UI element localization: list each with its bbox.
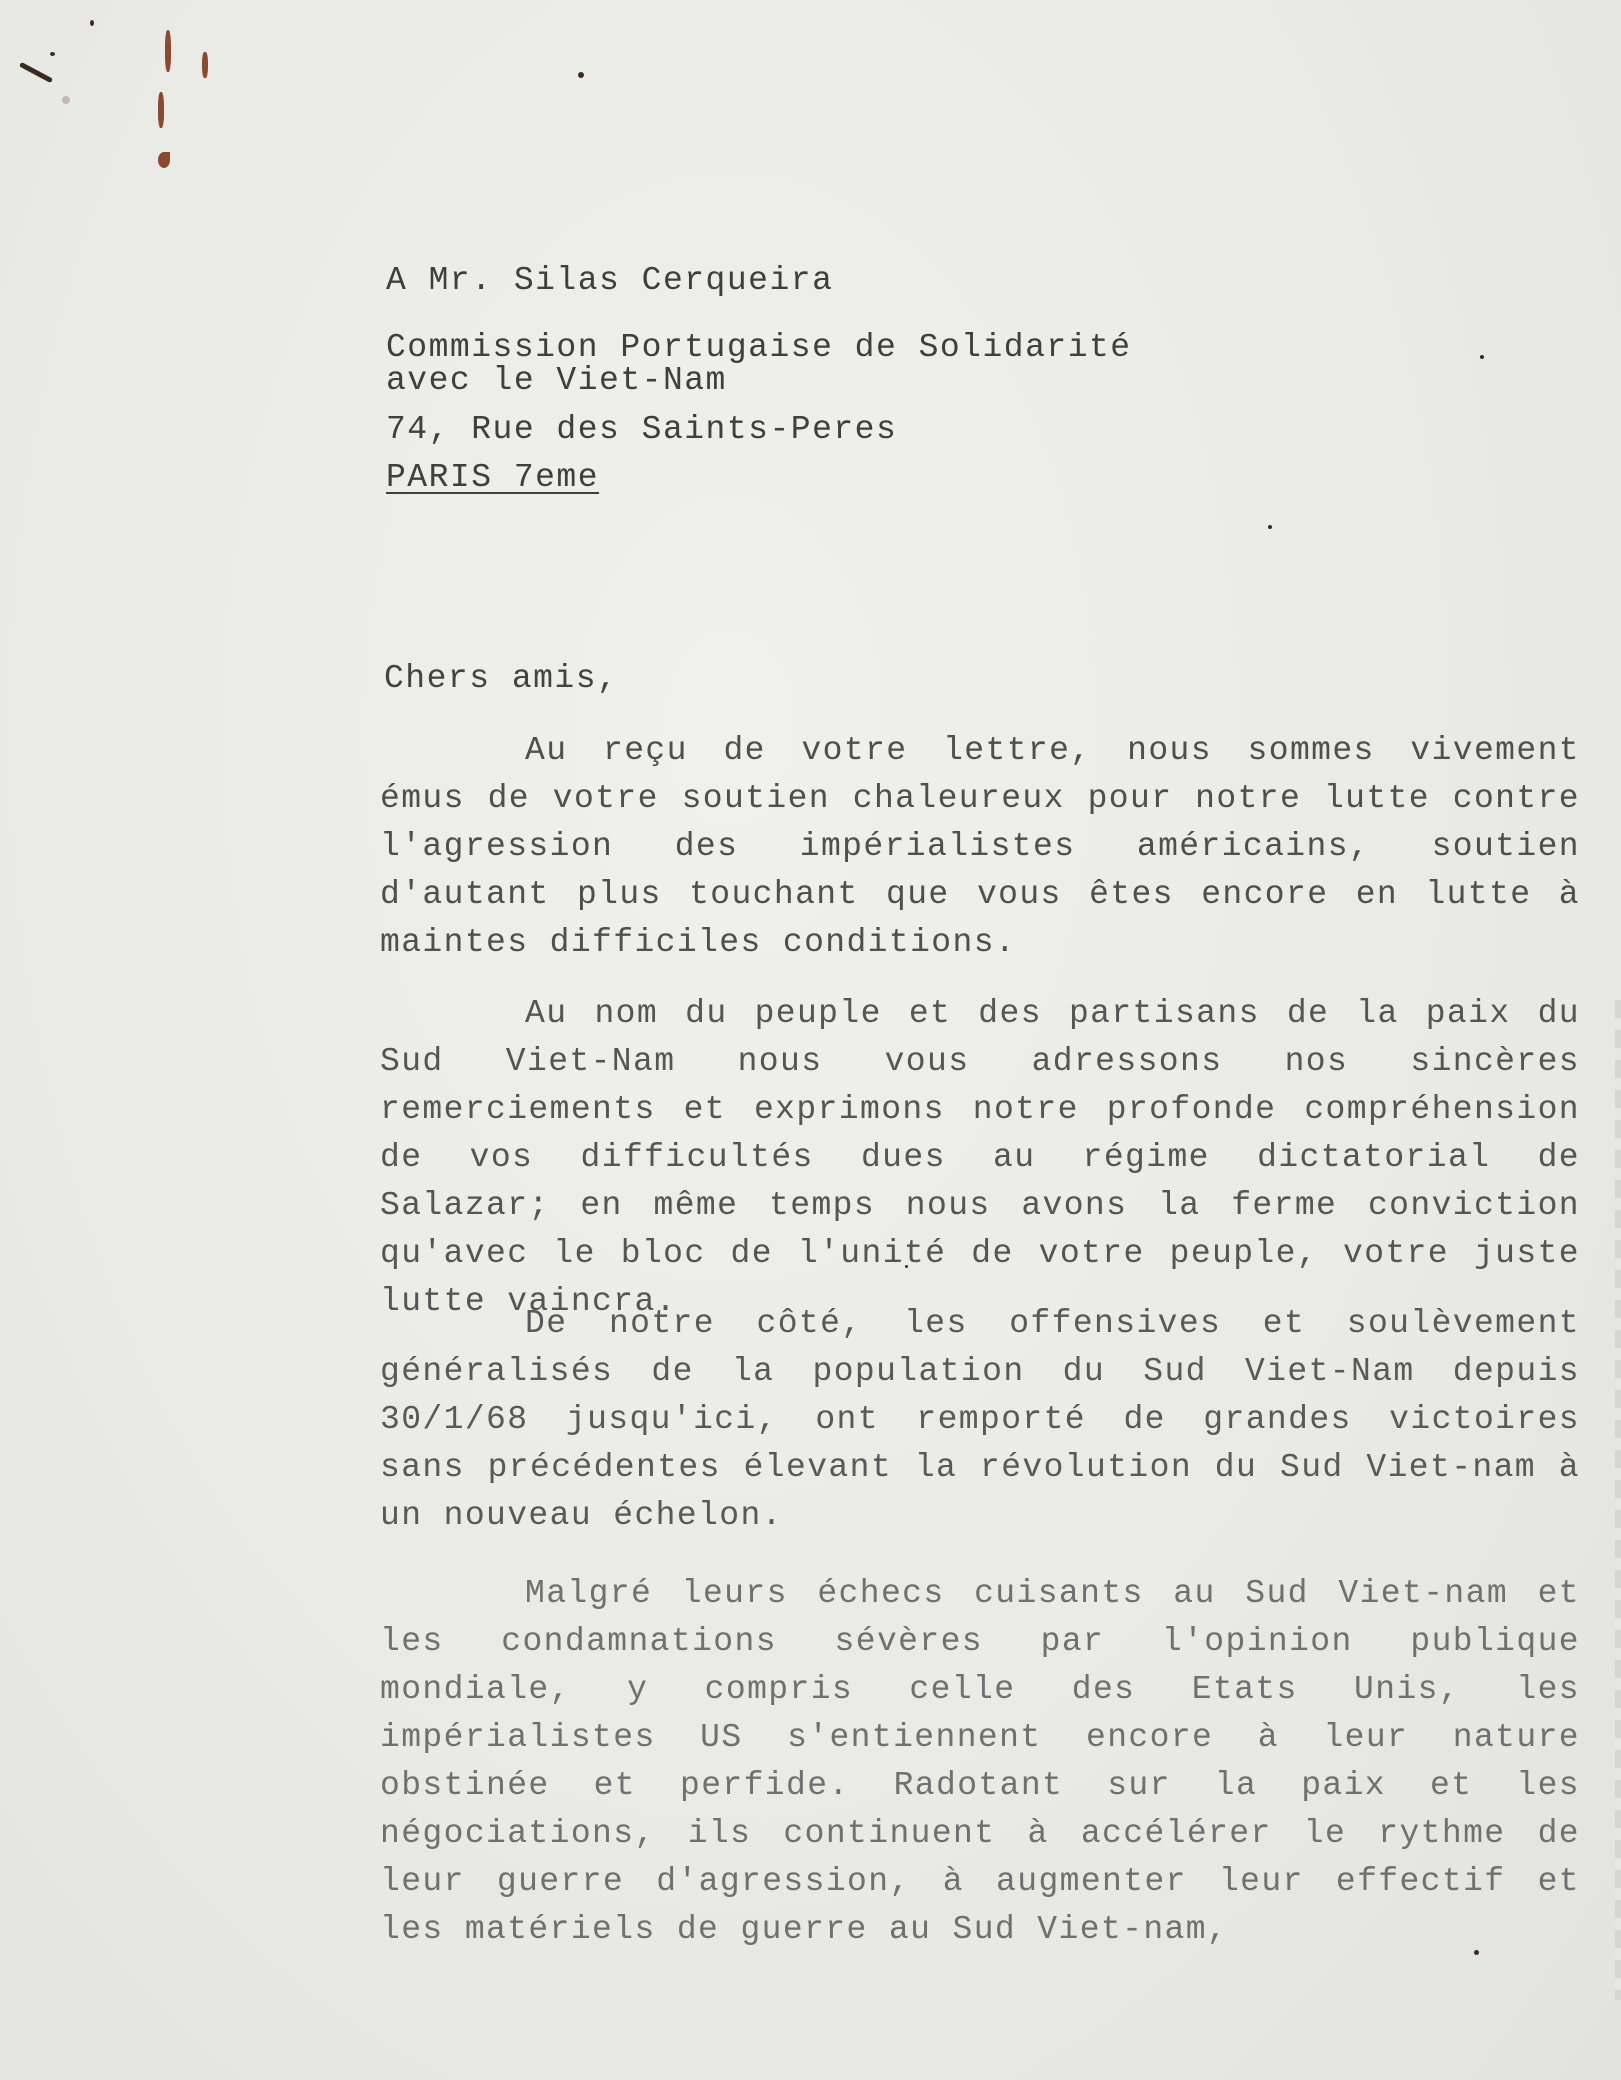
letter-paragraph: Au nom du peuple et des partisans de la paix du Sud Viet-Nam nous vous adressons nos sincères remerciements et exprimons notre profonde compréhension de vos difficultés dues au régime dictatorial de Salazar; en même temps nous avons la ferme conviction qu'avec le bloc de l'unité de votre peuple, votre juste lutte vaincra. <box>380 995 1580 1320</box>
letter-paragraph: Malgré leurs échecs cuisants au Sud Viet-nam et les condamnations sévères par l'opinion publique mondiale, y compris celle des Etats Unis, les impérialistes US s'entiennent encore à leur nature obstinée et perfide. Radotant sur la paix et les négociations, ils continuent à accélérer le rythme de leur guerre d'agression, à augmenter leur effectif et les matériels de guerre au Sud Viet-nam, <box>380 1575 1580 1948</box>
recipient-city: PARIS 7eme <box>386 459 600 496</box>
recipient-organization-line1: Commission Portugaise de Solidarité <box>386 329 1132 366</box>
salutation: Chers amis, <box>384 660 619 697</box>
rust-stain <box>202 52 208 78</box>
recipient-organization-line2: avec le Viet-Nam <box>386 362 727 399</box>
rust-stain <box>165 30 171 72</box>
rust-stain <box>158 152 170 168</box>
rust-stain <box>158 92 164 128</box>
recipient-street: 74, Rue des Saints-Peres <box>386 411 898 448</box>
page-edge-wear <box>1615 1000 1621 2000</box>
letter-paragraph: Au reçu de votre lettre, nous sommes vivement émus de votre soutien chaleureux pour notre lutte contre l'agression des impérialistes américains, soutien d'autant plus touchant que vous êtes encore en lutte à maintes difficiles conditions. <box>380 732 1580 961</box>
recipient-name: A Mr. Silas Cerqueira <box>386 262 834 299</box>
letter-paragraph: De notre côté, les offensives et soulèvement généralisés de la population du Sud Viet-Nam depuis 30/1/68 jusqu'ici, ont remporté de grandes victoires sans précédentes élevant la révolution du Sud Viet-nam à un nouveau échelon. <box>380 1305 1580 1534</box>
